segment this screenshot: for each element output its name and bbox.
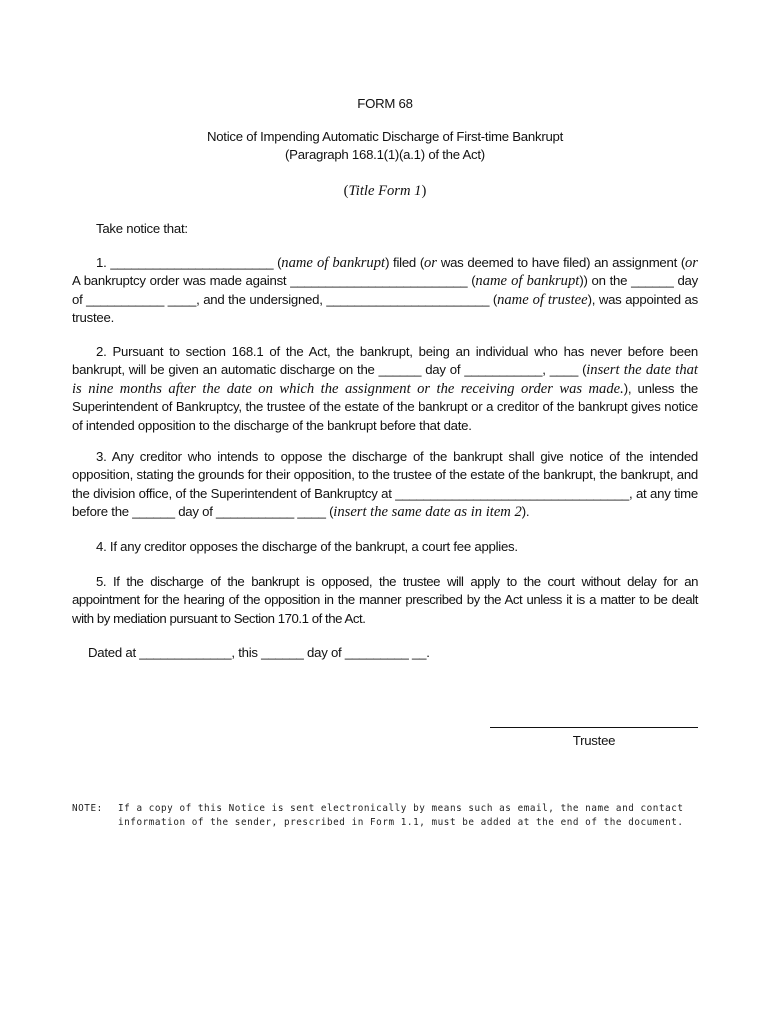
intro-text: Take notice that: bbox=[96, 221, 188, 236]
item-1-text-g: A bankruptcy order was made against _________________________ ( bbox=[72, 273, 476, 289]
item-1-paragraph bbox=[72, 254, 698, 328]
item-1-text-j: name of trustee bbox=[497, 291, 588, 308]
item-1-text-i: )) on the ______ day of ___________ ____, and the undersigned, _______________________ ( bbox=[72, 273, 698, 307]
item-1-text-h: name of bankrupt bbox=[475, 273, 580, 290]
form-number: FORM 68 bbox=[357, 96, 413, 111]
item-1-text-a: 1. _______________________ ( bbox=[96, 255, 282, 270]
dated-line: Dated at _____________, this ______ day of _________ __. bbox=[88, 645, 430, 660]
item-2-text-a: 2. Pursuant to section 168.1 of the Act, the bankrupt, being an individual who has never before been bankrupt, will be given an automatic discharge on the ______ day of ___________, ____ ( bbox=[72, 344, 698, 378]
item-4-paragraph: 4. If any creditor opposes the discharge of the bankrupt, a court fee applies. bbox=[96, 539, 518, 554]
item-5-paragraph: 5. If the discharge of the bankrupt is opposed, the trustee will apply to the court without delay for an appointment for the hearing of the opposition in the manner prescribed by the Act unless it is a matter to be dealt with by mediation pursuant to Section 170.1 of the Act. bbox=[72, 574, 698, 626]
item-1-text-d: or bbox=[424, 255, 437, 271]
item-3-text-c: ). bbox=[521, 504, 530, 520]
form-title-block bbox=[72, 128, 698, 165]
note-label: NOTE: bbox=[72, 803, 103, 814]
form-title: Notice of Impending Automatic Discharge of First-time Bankrupt bbox=[206, 129, 564, 144]
item-1-text-f: or bbox=[685, 255, 698, 271]
title-form-open: ( bbox=[343, 183, 349, 199]
item-1-text-c: ) filed ( bbox=[385, 255, 424, 270]
title-form-label: Title Form 1 bbox=[348, 183, 422, 199]
paragraph-reference: (Paragraph 168.1(1)(a.1) of the Act) bbox=[285, 147, 485, 163]
item-2-paragraph bbox=[72, 343, 698, 435]
note-block bbox=[72, 802, 712, 829]
item-2-text-b: insert the date that is nine months after the date on which the assignment or the receiving order was made. bbox=[72, 362, 698, 397]
item-1-text-k: ), was appointed as trustee. bbox=[72, 291, 698, 326]
signature-line bbox=[490, 717, 698, 728]
item-3-text-a: 3. Any creditor who intends to oppose the discharge of the bankrupt shall give notice of the intended opposition, stating the grounds for their opposition, to the trustee of the estate of the bankrupt, the bankrupt, and the division office, of the Superintendent of Bankruptcy at _________________________________, at any time before the ______ day of ___________ ____ ( bbox=[72, 449, 698, 520]
note-text: If a copy of this Notice is sent electronically by means such as email, the name and contact information of the sender, prescribed in Form 1.1, must be added at the end of the document. bbox=[118, 803, 684, 828]
item-1-text-e: was deemed to have filed) an assignment ( bbox=[436, 255, 685, 270]
item-1-text-b: name of bankrupt bbox=[281, 255, 386, 271]
item-3-text-b: insert the same date as in item 2 bbox=[333, 504, 522, 521]
title-form-line bbox=[72, 182, 698, 200]
item-2-text-c: ), unless the Superintendent of Bankruptcy, the trustee of the estate of the bankrupt or a creditor of the bankrupt gives notice of intended opposition to the discharge of the bankrupt before that date. bbox=[72, 380, 698, 433]
trustee-label: Trustee bbox=[572, 733, 616, 748]
item-3-paragraph bbox=[72, 448, 698, 522]
title-form-close: ) bbox=[421, 183, 427, 199]
